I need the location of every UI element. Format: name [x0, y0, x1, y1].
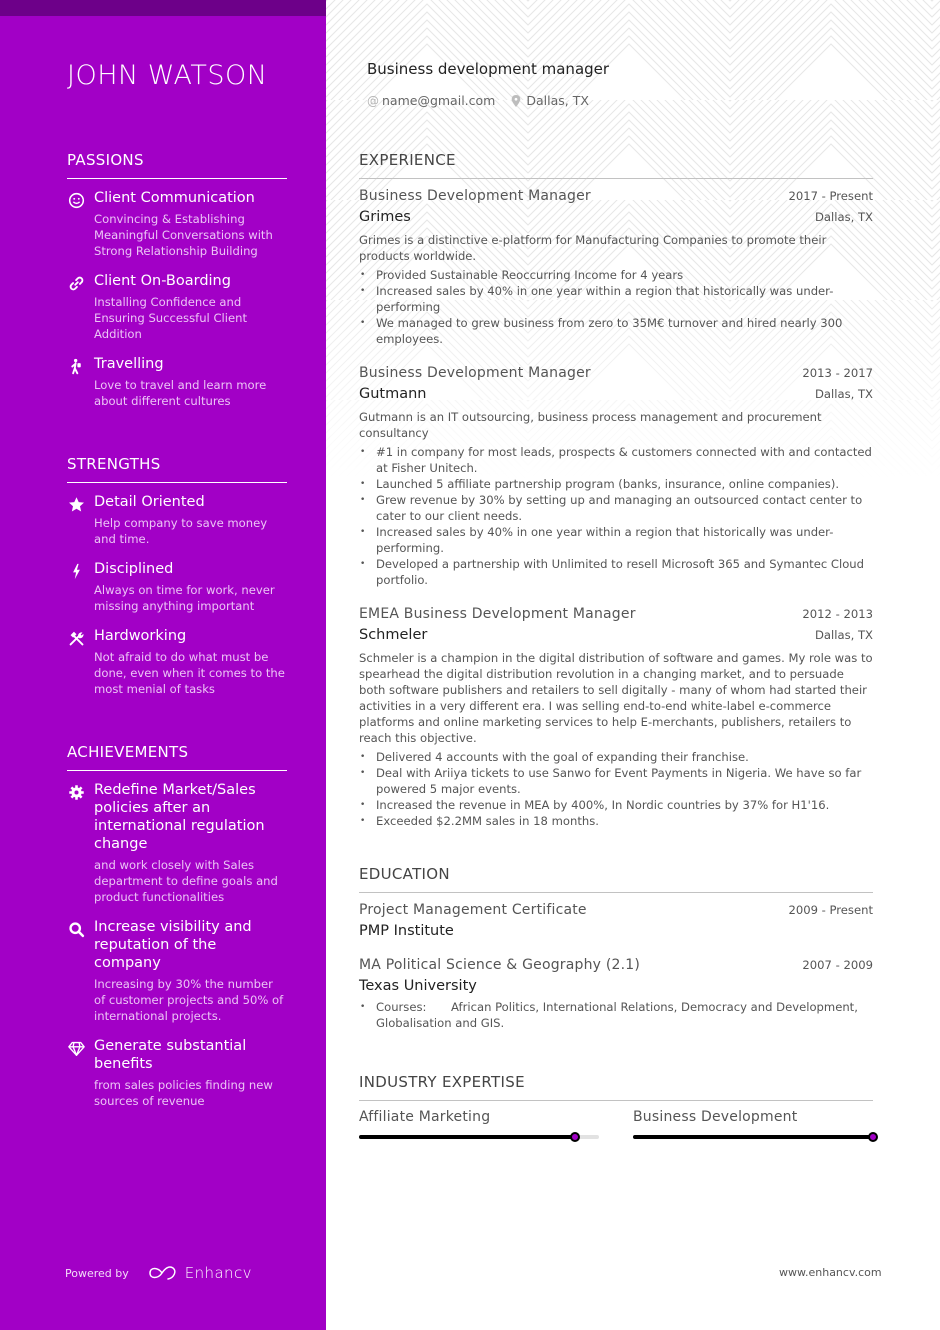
strength-desc: Not afraid to do what must be done, even when it comes to the most menial of tasks	[94, 650, 285, 696]
job-location: Dallas, TX	[814, 387, 873, 401]
company-description: Schmeler is a champion in the digital distribution of software and games. My role was to spearhead the digital distribution revolution in a changing market, and to persuade both software publishers and retailers to sell digitally - many of whom had started their activities in a very different era. I was selling end-to-end white-label e-commerce platforms and online marketing services to help E-merchants, publishers, retailers to reach this objective.	[359, 651, 873, 745]
achievement-title: Redefine Market/Sales policies after an international regulation change	[94, 782, 265, 852]
achievement-title: Increase visibility and reputation of the company	[94, 919, 252, 971]
strength-desc: Help company to save money and time.	[94, 516, 268, 546]
experience-section	[359, 151, 873, 829]
job-location: Dallas, TX	[814, 628, 873, 642]
smiley-icon	[67, 191, 85, 209]
skill-label: Affiliate Marketing	[359, 1109, 491, 1125]
headline: Business development manager	[367, 60, 610, 78]
strengths-section	[67, 455, 287, 697]
passions-section	[67, 151, 287, 409]
skill-level-knob	[868, 1132, 878, 1142]
bullet-item: • Increased sales by 40% in one year within a region that historically was under-performing.	[359, 524, 873, 556]
skill-item	[359, 1109, 599, 1139]
degree-title: Project Management Certificate	[359, 902, 587, 918]
bullet-item: • Deal with Ariiya tickets to use Sanwo for Event Payments in Nigeria. We have so far powered 5 major events.	[359, 765, 873, 797]
search-icon	[67, 920, 85, 938]
star-icon	[67, 495, 85, 513]
strength-item	[67, 560, 287, 614]
education-dates: 2007 - 2009	[802, 958, 873, 972]
powered-by-label: Powered by	[65, 1266, 129, 1280]
strength-item	[67, 627, 287, 697]
company-name: Gutmann	[359, 386, 427, 402]
achievement-item	[67, 918, 287, 1024]
achievement-bullets	[359, 444, 873, 588]
passion-item	[67, 272, 287, 342]
website-link[interactable]: www.enhancv.com	[779, 1266, 882, 1279]
passion-item	[67, 355, 287, 409]
bullet-item: • Exceeded $2.2MM sales in 18 months.	[359, 813, 873, 829]
achievements-section	[67, 743, 287, 1109]
experience-entry	[359, 188, 873, 347]
achievement-bullets	[359, 267, 873, 347]
skill-level-bar	[359, 1135, 599, 1139]
main-content	[326, 0, 940, 1330]
company-description: Gutmann is an IT outsourcing, business process management and procurement consultancy	[359, 410, 822, 440]
bullet-item: • Delivered 4 accounts with the goal of expanding their franchise.	[359, 749, 873, 765]
passion-title: Client On-Boarding	[94, 273, 231, 289]
company-description: Grimes is a distinctive e-platform for Manufacturing Companies to promote their products worldwide.	[359, 233, 827, 263]
degree-title: MA Political Science & Geography (2.1)	[359, 957, 641, 973]
school-name: PMP Institute	[359, 923, 454, 939]
powered-by	[65, 1264, 252, 1282]
skills-row	[359, 1109, 873, 1139]
bullet-item: • Developed a partnership with Unlimited to resell Microsoft 365 and Symantec Cloud portfolio.	[359, 556, 873, 588]
passion-item	[67, 189, 287, 259]
courses-list	[359, 999, 873, 1031]
achievements-title: ACHIEVEMENTS	[67, 743, 287, 771]
expertise-title: INDUSTRY EXPERTISE	[359, 1073, 873, 1101]
strength-item	[67, 493, 287, 547]
email-icon: @	[367, 93, 379, 108]
skill-level-fill	[359, 1135, 575, 1139]
bullet-item: • Launched 5 affiliate partnership program (banks, insurance, online companies).	[359, 476, 873, 492]
passion-title: Travelling	[94, 356, 164, 372]
experience-title: EXPERIENCE	[359, 151, 873, 179]
experience-entry	[359, 606, 873, 829]
enhancv-wordmark: Enhancv	[184, 1264, 252, 1282]
strength-title: Detail Oriented	[94, 494, 205, 510]
passion-desc: Installing Confidence and Ensuring Successful Client Addition	[94, 295, 248, 341]
bullet-item: • Grew revenue by 30% by setting up and managing an outsourced contact center to cater to our client needs.	[359, 492, 873, 524]
passions-title: PASSIONS	[67, 151, 287, 179]
location-pin-icon	[511, 95, 521, 107]
location: Dallas, TX	[526, 93, 589, 108]
tools-icon	[67, 629, 85, 647]
skill-label: Business Development	[633, 1109, 798, 1125]
passion-desc: Convincing & Establishing Meaningful Conversations with Strong Relationship Building	[94, 212, 273, 258]
job-location: Dallas, TX	[814, 210, 873, 224]
bullet-item: • #1 in company for most leads, prospects & customers connected with and contacted at Fisher Unitech.	[359, 444, 873, 476]
enhancv-logo-icon	[147, 1265, 179, 1281]
education-title: EDUCATION	[359, 865, 873, 893]
strength-title: Disciplined	[94, 561, 174, 577]
skill-item	[633, 1109, 873, 1139]
school-name: Texas University	[359, 978, 477, 994]
bullet-item: • Increased sales by 40% in one year within a region that historically was under-performing	[359, 283, 873, 315]
achievement-item	[67, 781, 287, 905]
bullet-item: • Provided Sustainable Reoccurring Income for 4 years	[359, 267, 873, 283]
achievement-bullets	[359, 749, 873, 829]
courses-item	[359, 999, 873, 1031]
experience-entry	[359, 365, 873, 588]
skill-level-bar	[633, 1135, 873, 1139]
skill-level-fill	[633, 1135, 873, 1139]
company-name: Schmeler	[359, 627, 428, 643]
skill-level-knob	[570, 1132, 580, 1142]
bullet-item: • Increased the revenue in MEA by 400%, In Nordic countries by 37% for H1'16.	[359, 797, 873, 813]
candidate-name: JOHN WATSON	[67, 60, 268, 91]
bullet-item: • We managed to grew business from zero to 35M€ turnover and hired nearly 300 employees.	[359, 315, 873, 347]
email[interactable]: name@gmail.com	[382, 93, 496, 108]
job-title: Business Development Manager	[359, 188, 591, 204]
achievement-desc: Increasing by 30% the number of customer projects and 50% of international projects.	[94, 977, 284, 1023]
job-title: Business Development Manager	[359, 365, 591, 381]
education-section	[359, 865, 873, 1031]
achievement-title: Generate substantial benefits	[94, 1038, 247, 1072]
strengths-title: STRENGTHS	[67, 455, 287, 483]
education-entry	[359, 902, 873, 939]
job-dates: 2017 - Present	[788, 189, 873, 203]
enhancv-logo[interactable]	[147, 1264, 252, 1282]
sidebar	[0, 0, 326, 1330]
achievement-desc: from sales policies finding new sources of revenue	[94, 1078, 273, 1108]
education-entry	[359, 957, 873, 1031]
strength-title: Hardworking	[94, 628, 187, 644]
sidebar-top-bar	[0, 0, 326, 16]
contact-info	[367, 93, 589, 108]
hiker-icon	[67, 357, 85, 375]
passion-title: Client Communication	[94, 190, 255, 206]
diamond-icon	[67, 1039, 85, 1057]
gear-icon	[67, 783, 85, 801]
expertise-section	[359, 1073, 873, 1139]
job-dates: 2012 - 2013	[802, 607, 873, 621]
job-title: EMEA Business Development Manager	[359, 606, 636, 622]
passion-desc: Love to travel and learn more about different cultures	[94, 378, 267, 408]
achievement-item	[67, 1037, 287, 1109]
courses-text: African Politics, International Relations, Democracy and Development, Globalisation and GIS.	[376, 1000, 858, 1030]
company-name: Grimes	[359, 209, 411, 225]
courses-label: Courses:	[376, 1000, 427, 1014]
achievement-desc: and work closely with Sales department to define goals and product functionalities	[94, 858, 278, 904]
job-dates: 2013 - 2017	[802, 366, 873, 380]
bolt-icon	[67, 562, 85, 580]
strength-desc: Always on time for work, never missing anything important	[94, 583, 275, 613]
link-icon	[67, 274, 85, 292]
education-dates: 2009 - Present	[788, 903, 873, 917]
